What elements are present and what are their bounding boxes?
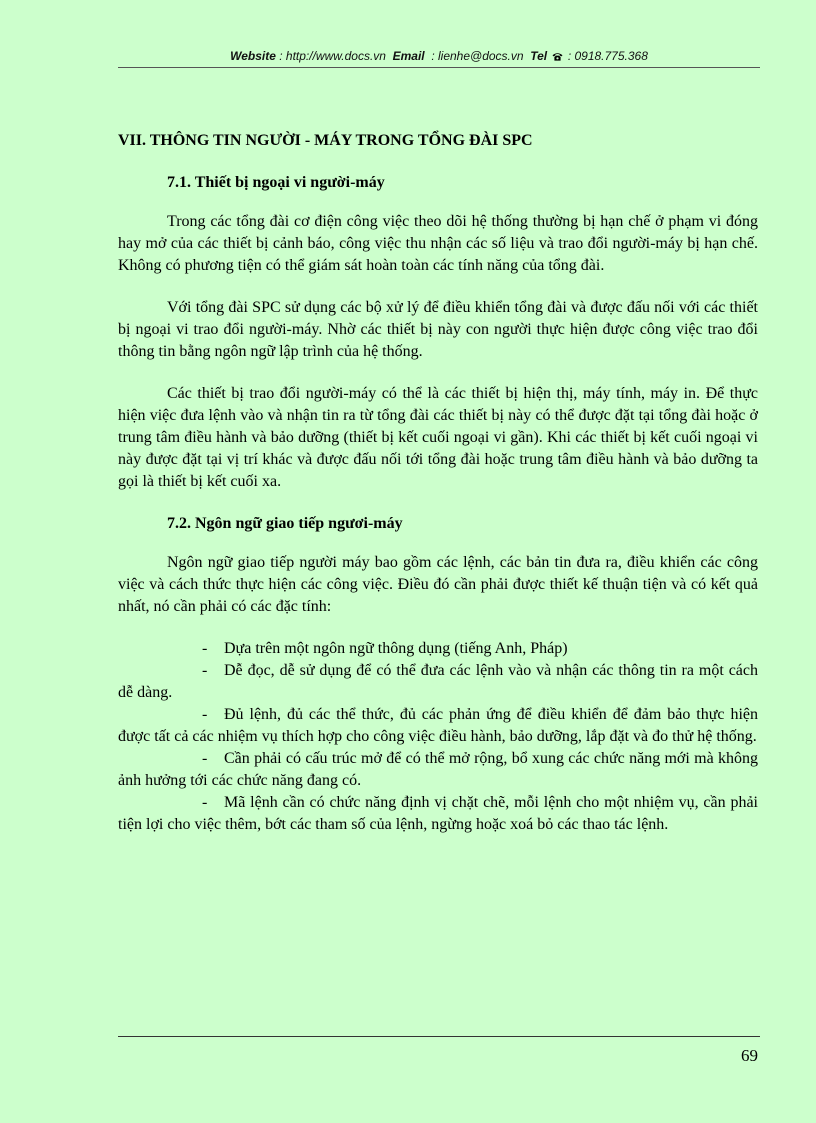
page-number: 69 xyxy=(741,1046,758,1065)
list-item xyxy=(118,638,758,660)
document-body xyxy=(118,130,758,836)
footer-divider xyxy=(118,1036,760,1037)
list-item-text: Dựa trên một ngôn ngữ thông dụng (tiếng Anh, Pháp) xyxy=(224,640,568,657)
email-label: Email xyxy=(392,49,425,63)
subsection-title-7-2: 7.2. Ngôn ngữ giao tiếp ngươi-máy xyxy=(167,515,403,532)
tel-value: : 0918.775.368 xyxy=(567,49,648,63)
paragraph: Ngôn ngữ giao tiếp người máy bao gồm các lệnh, các bản tin đưa ra, điều khiển các công việc và cách thức thực hiện các công việc. Điều đó cần phải được thiết kế thuận tiện và có kết quả nhất, nó cần phải có các đặc tính: xyxy=(118,554,758,615)
list-item-text: Đủ lệnh, đủ các thể thức, đủ các phản ứng để điều khiển để đảm bảo thực hiện được tất cả các nhiệm vụ thích hợp cho công việc điều hành, bảo dưỡng, lắp đặt và đo thử hệ thống. xyxy=(118,706,758,745)
dash: - xyxy=(202,794,208,811)
tel-label: Tel xyxy=(530,49,548,63)
list-item-text: Dễ đọc, dễ sử dụng để có thể đưa các lệnh vào và nhận các thông tin ra một cách dễ dàng. xyxy=(118,662,758,701)
section-title: VII. THÔNG TIN NGƯỜI - MÁY TRONG TỔNG ĐÀI SPC xyxy=(118,132,533,149)
list-item-text: Mã lệnh cần có chức năng định vị chặt chẽ, mỗi lệnh cho một nhiệm vụ, cần phải tiện lợi cho việc thêm, bớt các tham số của lệnh, ngừng hoặc xoá bỏ các thao tác lệnh. xyxy=(118,794,758,833)
dash: - xyxy=(202,640,208,657)
dash: - xyxy=(202,662,208,679)
dash: - xyxy=(202,706,208,723)
list-item xyxy=(118,792,758,836)
page-header xyxy=(118,47,760,68)
list-item xyxy=(118,660,758,704)
list-item-text: Cần phải có cấu trúc mở để có thể mở rộng, bổ xung các chức năng mới mà không ảnh hưởng tới các chức năng đang có. xyxy=(118,750,758,789)
email-value: : lienhe@docs.vn xyxy=(431,49,524,63)
list-item xyxy=(118,748,758,792)
telephone-icon xyxy=(552,52,563,61)
website-value: : http://www.docs.vn xyxy=(279,49,386,63)
paragraph: Với tổng đài SPC sử dụng các bộ xử lý để điều khiển tổng đài và được đấu nối với các thiết bị ngoại vi trao đổi người-máy. Nhờ các thiết bị này con người thực hiện được công việc trao đổi thông tin bằng ngôn ngữ lập trình của hệ thống. xyxy=(118,299,758,360)
list-item xyxy=(118,704,758,748)
dash: - xyxy=(202,750,208,767)
paragraph: Trong các tổng đài cơ điện công việc theo dõi hệ thống thường bị hạn chế ở phạm vi đóng hay mở của các thiết bị cảnh báo, công việc thu nhận các số liệu và trao đổi người-máy bị hạn chế. Không có phương tiện có thể giám sát hoàn toàn các tính năng của tổng đài. xyxy=(118,213,758,274)
website-label: Website xyxy=(230,49,276,63)
subsection-title-7-1: 7.1. Thiết bị ngoại vi người-máy xyxy=(167,174,385,191)
paragraph: Các thiết bị trao đổi người-máy có thể là các thiết bị hiện thị, máy tính, máy in. Để thực hiện việc đưa lệnh vào và nhận tin ra từ tổng đài các thiết bị này có thể được đặt tại tổng đài hoặc ở trung tâm điều hành và bảo dưỡng (thiết bị kết cuối ngoại vi gần). Khi các thiết bị kết cuối ngoại vi này được đặt tại vị trí khác và được đấu nối tới tổng đài hoặc trung tâm điều hành và bảo dưỡng ta gọi là thiết bị kết cuối xa. xyxy=(118,385,758,490)
